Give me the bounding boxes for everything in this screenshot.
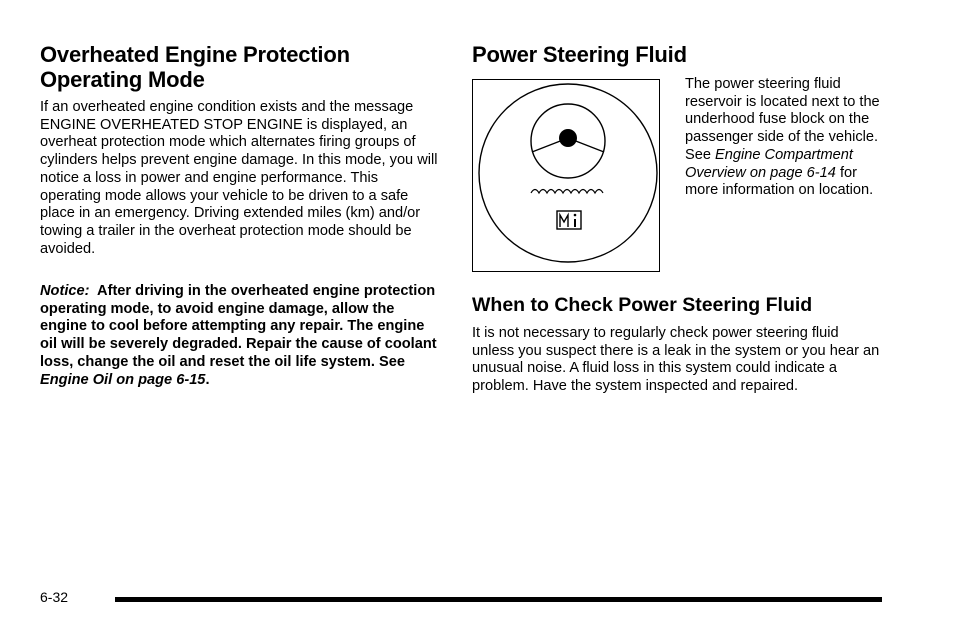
footer-rule (115, 597, 882, 602)
page-number: 6-32 (40, 589, 69, 605)
owner-manual-icon (557, 211, 581, 229)
reservoir-location-paragraph (685, 76, 885, 200)
when-to-check-heading: When to Check Power Steering Fluid (472, 294, 813, 316)
fluid-level-icon (531, 190, 603, 194)
power-steering-reservoir-figure (472, 79, 660, 272)
power-steering-fluid-heading: Power Steering Fluid (472, 42, 687, 67)
notice-text: After driving in the overheated engine protection operating mode, to avoid engine damage, allow the engine to cool before attempting any repair. The engine oil will be severely degraded. Repair the cause of coolant loss, change the oil and reset the oil life system. See (40, 283, 437, 370)
notice-end: . (205, 371, 210, 388)
notice-label: Notice: (40, 283, 90, 299)
steering-wheel-icon (531, 104, 605, 178)
engine-oil-reference[interactable]: Engine Oil on page 6-15 (40, 371, 206, 388)
engine-compartment-reference[interactable]: Engine Compartment Overview on page 6-14 (685, 146, 853, 181)
reservoir-cap-outline (479, 84, 657, 262)
reservoir-intro-end: for more information on location. (685, 164, 874, 199)
overheat-protection-paragraph: If an overheated engine condition exists and the message ENGINE OVERHEATED STOP ENGINE is displayed, an overheat protection mode which alternates firing groups of cylinders helps prevent engine damage. In this mode, you will notice a loss in power and engine performance. This operating mode allows your vehicle to be driven to a safe place in an emergency. Driving extended miles (km) and/or towing a trailer in the overheat protection mode should be avoided. (40, 99, 438, 257)
when-to-check-paragraph: It is not necessary to regularly check power steering fluid unless you suspect there is a leak in the system or you hear an unusual noise. A fluid loss in this system could indicate a problem. Have the system inspected and repaired. (472, 325, 880, 395)
power-steering-cap-illustration (473, 80, 658, 270)
reservoir-intro-text: The power steering fluid reservoir is located next to the underhood fuse block on the passenger side of the vehicle. See (685, 76, 880, 163)
notice-paragraph (40, 283, 442, 389)
overheat-protection-heading: Overheated Engine Protection Operating Mode (40, 42, 350, 92)
